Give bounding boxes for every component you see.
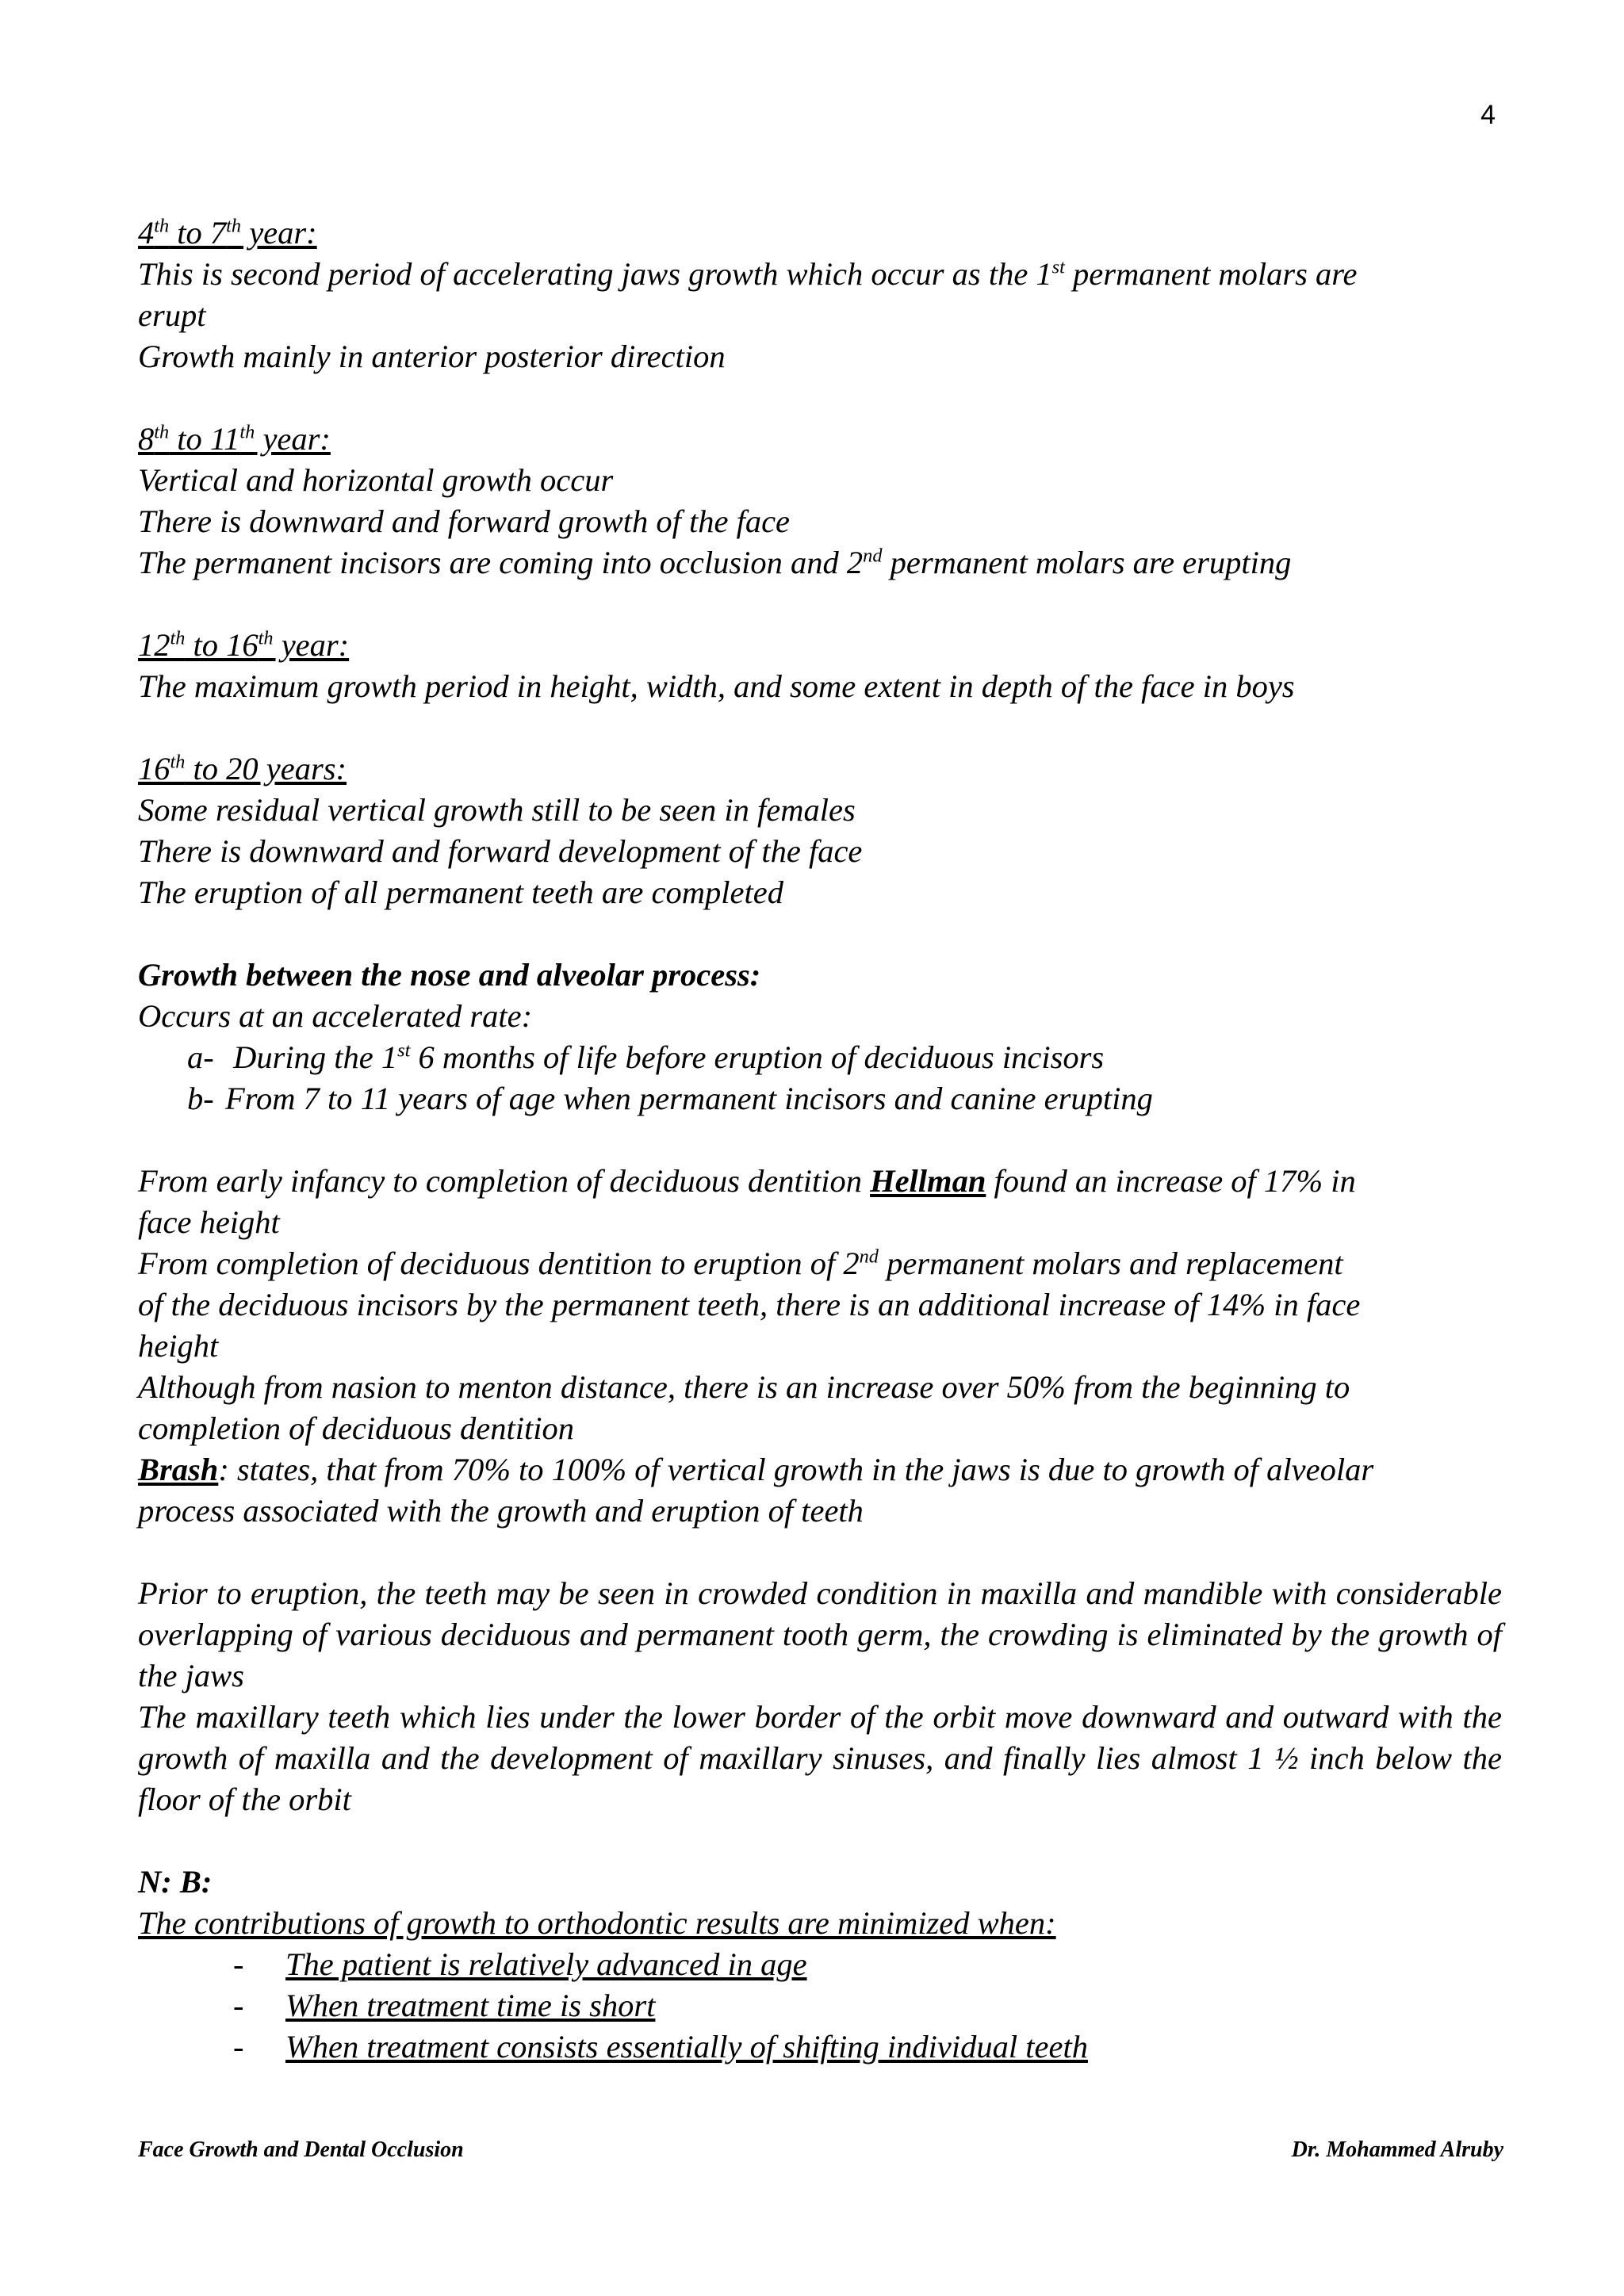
paragraph-line: There is downward and forward growth of the face [138, 503, 791, 539]
section-heading-12th-16th: 12th to 16th year: [138, 627, 350, 663]
page-number: 4 [1480, 100, 1496, 130]
paragraph-maxillary-teeth: The maxillary teeth which lies under the lower border of the orbit move downward and outward with the growth of maxilla and the development of maxillary sinuses, and finally lies almost 1 ½ inch below the floor of the orbit [138, 1699, 1502, 1817]
footer-author: Dr. Mohammed Alruby [1291, 2137, 1503, 2162]
paragraph-line: process associated with the growth and eruption of teeth [138, 1493, 864, 1529]
section-heading-8th-11th: 8th to 11th year: [138, 421, 331, 457]
paragraph-line: erupt [138, 297, 206, 333]
paragraph-line: completion of deciduous dentition [138, 1410, 575, 1446]
paragraph-line: There is downward and forward development of the face [138, 833, 863, 869]
page-content [138, 212, 1502, 2068]
footer-title: Face Growth and Dental Occlusion [138, 2137, 464, 2162]
paragraph-line: of the deciduous incisors by the permanent teeth, there is an additional increase of 14% in face [138, 1287, 1361, 1322]
paragraph-line: The permanent incisors are coming into occlusion and 2nd permanent molars are erupting [138, 545, 1292, 580]
paragraph-line: Some residual vertical growth still to be seen in females [138, 792, 856, 828]
note-title: N: B: [138, 1864, 213, 1900]
paragraph-line: Vertical and horizontal growth occur [138, 462, 614, 498]
list-item: - When treatment consists essentially of shifting individual teeth [233, 2029, 1088, 2064]
paragraph-line: face height [138, 1204, 280, 1240]
note-intro: The contributions of growth to orthodontic results are minimized when: [138, 1905, 1056, 1941]
list-item: b- From 7 to 11 years of age when permanent incisors and canine erupting [187, 1081, 1153, 1116]
author-name-brash: Brash [138, 1452, 219, 1487]
paragraph-line: height [138, 1328, 219, 1364]
list-item: - When treatment time is short [233, 1988, 656, 2023]
paragraph-line: Occurs at an accelerated rate: [138, 998, 533, 1034]
list-item: - The patient is relatively advanced in age [233, 1946, 807, 1982]
paragraph-line: Growth mainly in anterior posterior direction [138, 339, 726, 374]
section-heading-4th-7th: 4th to 7th year: [138, 215, 317, 251]
paragraph-line: This is second period of accelerating jaws growth which occur as the 1st permanent molars are [138, 256, 1358, 292]
paragraph-line: The maximum growth period in height, width, and some extent in depth of the face in boys [138, 668, 1295, 704]
list-item: a- During the 1st 6 months of life before eruption of deciduous incisors [187, 1039, 1105, 1075]
paragraph-line: From completion of deciduous dentition to eruption of 2nd permanent molars and replacement [138, 1246, 1343, 1281]
section-title-nose-alveolar: Growth between the nose and alveolar process: [138, 957, 761, 993]
section-heading-16th-20: 16th to 20 years: [138, 751, 347, 786]
paragraph-line: Although from nasion to menton distance, there is an increase over 50% from the beginning to [138, 1369, 1350, 1405]
paragraph-line: From early infancy to completion of deciduous dentition Hellman found an increase of 17% in [138, 1163, 1356, 1199]
paragraph-line: The eruption of all permanent teeth are completed [138, 874, 783, 910]
paragraph-crowding: Prior to eruption, the teeth may be seen in crowded condition in maxilla and mandible with considerable overlapping of various deciduous and permanent tooth germ, the crowding is eliminated by the growth of the jaws [138, 1575, 1502, 1693]
author-name-hellman: Hellman [870, 1163, 986, 1199]
paragraph-line: Brash: states, that from 70% to 100% of vertical growth in the jaws is due to growth of alveolar [138, 1452, 1374, 1487]
